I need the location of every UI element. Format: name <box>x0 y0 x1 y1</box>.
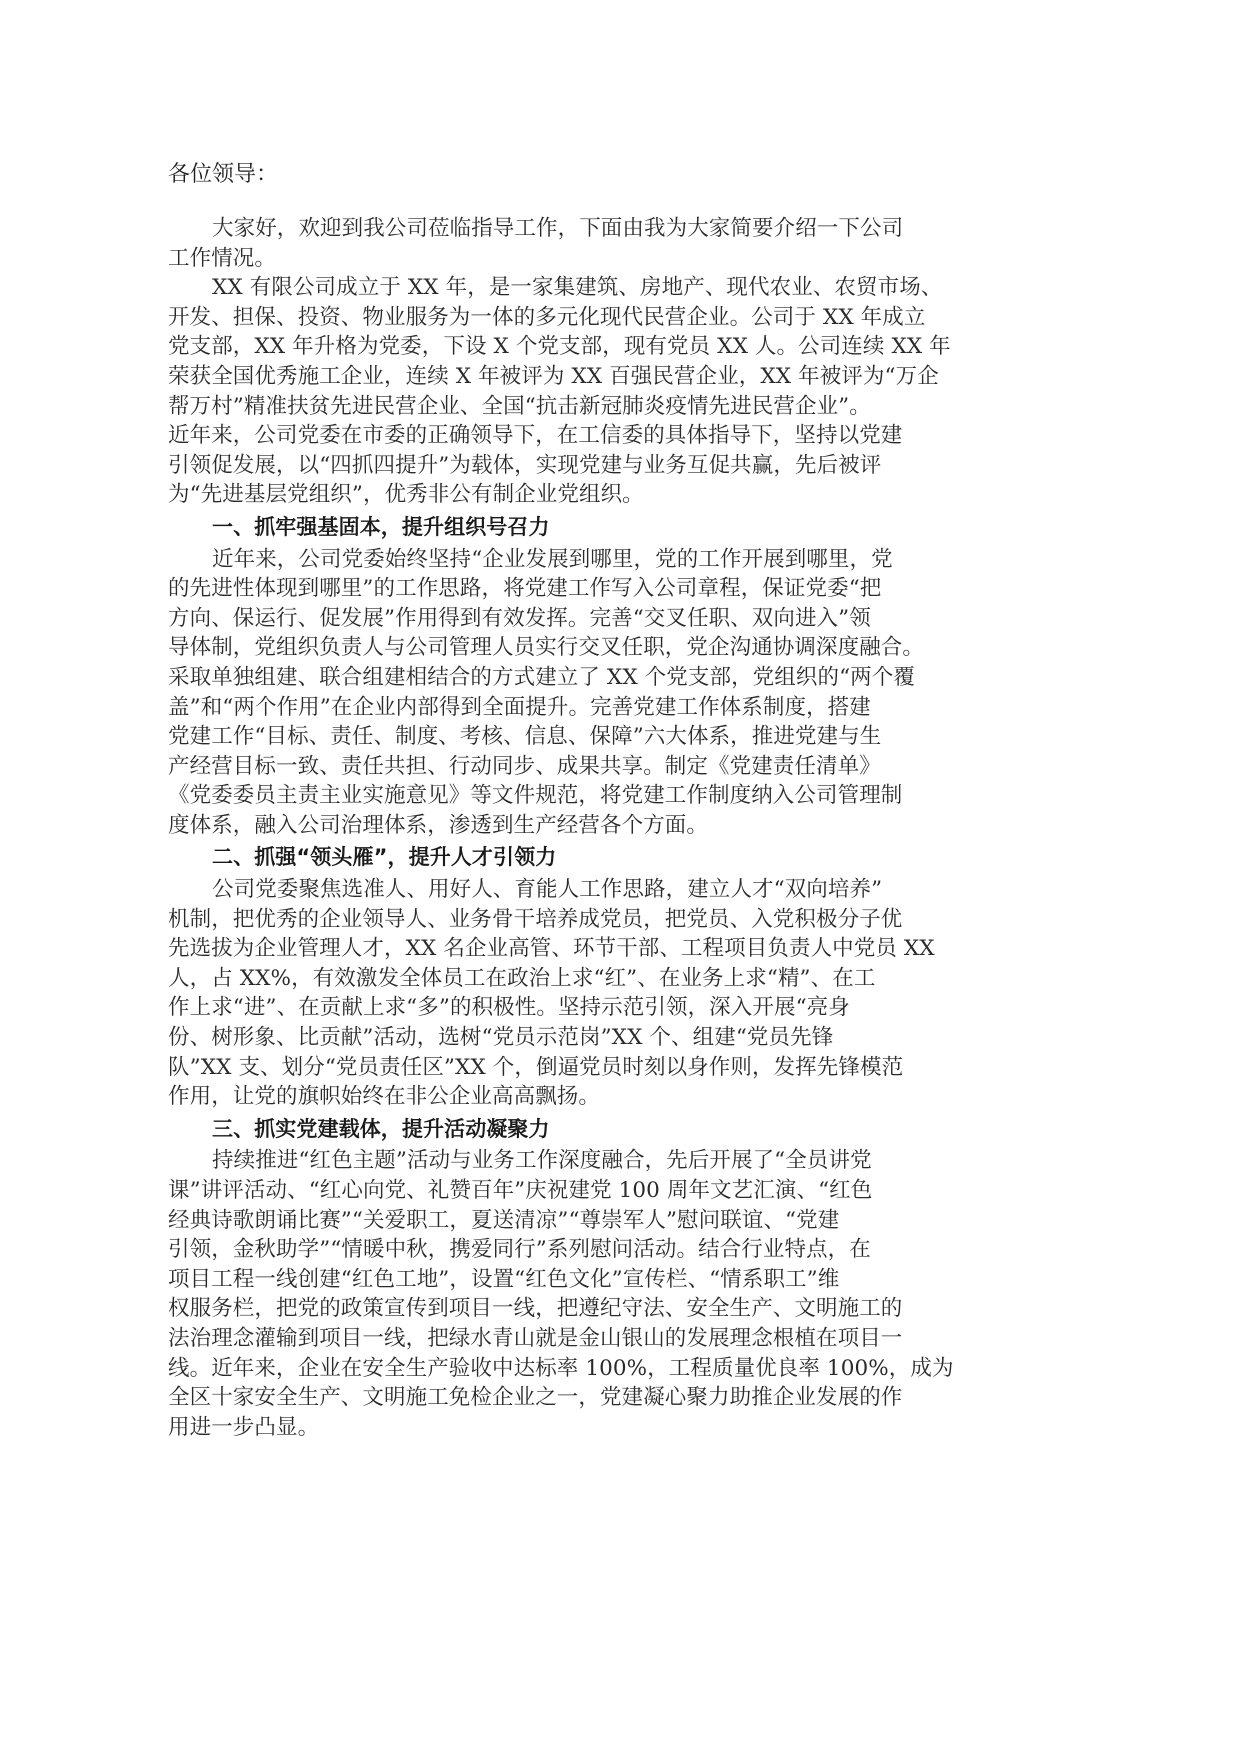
paragraph-line: 线。近年来，企业在安全生产验收中达标率 100%，工程质量优良率 100%，成为 <box>168 1355 954 1381</box>
section-3 <box>168 1115 1068 1443</box>
paragraph-line: 大家好，欢迎到我公司莅临指导工作，下面由我为大家简要介绍一下公司 <box>212 216 904 241</box>
paragraph-line: 方向、保运行、促发展”作用得到有效发挥。完善“交叉任职、双向进入”领 <box>168 605 871 631</box>
paragraph-line: 先选拔为企业管理人才，XX 名企业高管、环节干部、工程项目负责人中党员 XX <box>168 936 935 962</box>
section-1 <box>168 513 1068 841</box>
paragraph-line: 党建工作“目标、责任、制度、考核、信息、保障”六大体系，推进党建与生 <box>168 724 882 750</box>
paragraph-line: 度体系，融入公司治理体系，渗透到生产经营各个方面。 <box>168 812 709 838</box>
salutation: 各位领导： <box>168 162 279 187</box>
section-2 <box>168 843 1068 1111</box>
paragraph-line: 经典诗歌朗诵比赛”“关爱职工，夏送清凉”“尊崇军人”慰问联谊、“党建 <box>168 1207 840 1233</box>
paragraph-line: 为“先进基层党组织”，优秀非公有制企业党组织。 <box>168 482 644 508</box>
paragraph-line: 份、树形象、比贡献”活动，选树“党员示范岗”XX 个、组建“党员先锋 <box>168 1025 834 1051</box>
paragraph-line: 项目工程一线创建“红色工地”，设置“红色文化”宣传栏、“情系职工”维 <box>168 1266 840 1292</box>
paragraph-line: 党支部，XX 年升格为党委，下设 X 个党支部，现有党员 XX 人。公司连续 XX 年 <box>168 334 951 360</box>
paragraph-line: 作用，让党的旗帜始终在非公企业高高飘扬。 <box>168 1084 601 1110</box>
paragraph-line: 荣获全国优秀施工企业，连续 X 年被评为 XX 百强民营企业，XX 年被评为“万企 <box>168 363 939 389</box>
section-heading: 三、抓实党建载体，提升活动凝聚力 <box>212 1116 550 1141</box>
paragraph-line: 机制，把优秀的企业领导人、业务骨干培养成党员，把党员、入党积极分子优 <box>168 906 903 932</box>
paragraph-line: 帮万村”精准扶贫先进民营企业、全国“抗击新冠肺炎疫情先进民营企业”。 <box>168 393 871 419</box>
paragraph-line: 课”讲评活动、“红心向党、礼赞百年”庆祝建党 100 周年文艺汇演、“红色 <box>168 1178 873 1203</box>
intro-paragraph <box>168 214 1068 273</box>
paragraph-line: 产经营目标一致、责任共担、行动同步、成果共享。制定《党建责任清单》 <box>168 753 881 779</box>
paragraph-line: 人，占 XX%，有效激发全体员工在政治上求“红”、在业务上求“精”、在工 <box>168 965 876 991</box>
paragraph-line: 开发、担保、投资、物业服务为一体的多元化现代民营企业。公司于 XX 年成立 <box>168 304 926 330</box>
paragraph-line: 队”XX 支、划分“党员责任区”XX 个，倒逼党员时刻以身作则，发挥先锋模范 <box>168 1054 904 1080</box>
paragraph-line: 近年来，公司党委在市委的正确领导下，在工信委的具体指导下，坚持以党建 <box>168 423 903 449</box>
paragraph-line: 采取单独组建、联合组建相结合的方式建立了 XX 个党支部，党组织的“两个覆 <box>168 664 915 690</box>
paragraph-line: XX 有限公司成立于 XX 年，是一家集建筑、房地产、现代农业、农贸市场、 <box>212 275 943 301</box>
paragraph-line: 全区十家安全生产、文明施工免检企业之一，党建凝心聚力助推企业发展的作 <box>168 1385 903 1411</box>
paragraph-line: 持续推进“红色主题”活动与业务工作深度融合，先后开展了“全员讲党 <box>212 1148 872 1174</box>
paragraph-line: 引领，金秋助学”“情暖中秋，携爱同行”系列慰问活动。结合行业特点，在 <box>168 1237 871 1263</box>
section-heading: 一、抓牢强基固本，提升组织号召力 <box>212 514 550 539</box>
paragraph-line: 《党委委员主责主业实施意见》等文件规范，将党建工作制度纳入公司管理制 <box>168 783 903 809</box>
paragraph-line: 盖”和“两个作用”在企业内部得到全面提升。完善党建工作体系制度，搭建 <box>168 694 871 720</box>
paragraph-line: 用进一步凸显。 <box>168 1414 320 1440</box>
paragraph-line: 作上求“进”、在贡献上求“多”的积极性。坚持示范引领，深入开展“亮身 <box>168 995 850 1021</box>
document-page <box>168 160 1068 1442</box>
paragraph-line: 的先进性体现到哪里”的工作思路，将党建工作写入公司章程，保证党委“把 <box>168 576 882 602</box>
section-heading: 二、抓强“领头雁”，提升人才引领力 <box>212 845 557 870</box>
paragraph-line: 引领促发展，以“四抓四提升”为载体，实现党建与业务互促共赢，先后被评 <box>168 452 882 478</box>
paragraph-line: 权服务栏，把党的政策宣传到项目一线，把遵纪守法、安全生产、文明施工的 <box>168 1296 903 1322</box>
paragraph-line: 近年来，公司党委始终坚持“企业发展到哪里，党的工作开展到哪里，党 <box>212 546 893 572</box>
paragraph-line: 法治理念灌输到项目一线，把绿水青山就是金山银山的发展理念根植在项目一 <box>168 1325 903 1351</box>
overview-paragraph <box>168 273 1068 510</box>
paragraph-line: 工作情况。 <box>168 245 277 271</box>
paragraph-line: 导体制，党组织负责人与公司管理人员实行交叉任职，党企沟通协调深度融合。 <box>168 635 925 661</box>
paragraph-line: 公司党委聚焦选准人、用好人、育能人工作思路，建立人才“双向培养” <box>212 877 883 903</box>
